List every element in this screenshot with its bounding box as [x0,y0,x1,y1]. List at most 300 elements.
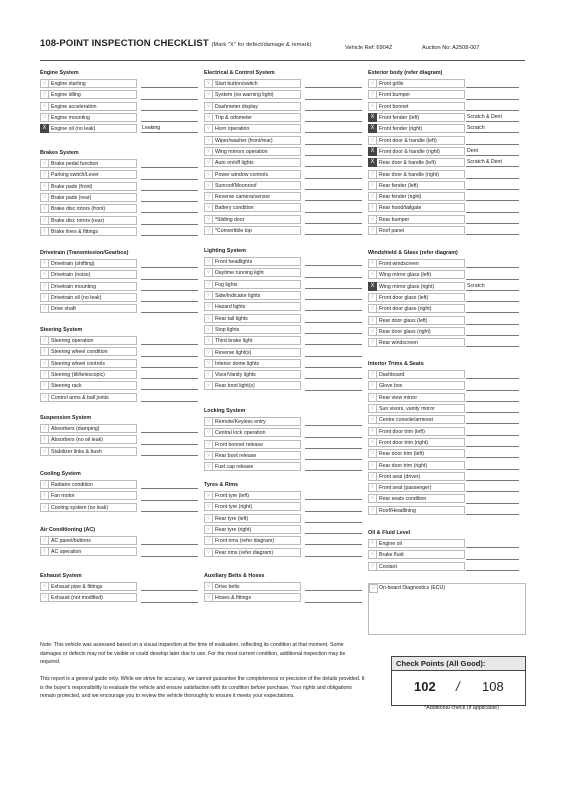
remark-field[interactable] [141,301,198,302]
status-checkbox[interactable]: √ [40,503,49,512]
status-checkbox[interactable]: √ [40,347,49,356]
status-checkbox[interactable]: X [40,124,49,133]
remark-field[interactable] [466,390,519,391]
status-checkbox[interactable]: √ [40,79,49,88]
status-checkbox[interactable]: √ [204,192,213,201]
status-checkbox[interactable]: √ [368,472,377,481]
item-label: Front grille [377,79,465,88]
remark-field[interactable] [466,480,519,481]
section [204,480,364,558]
remark-field[interactable] [141,344,198,345]
status-checkbox[interactable]: √ [368,327,377,336]
remark-field[interactable] [141,401,198,402]
remark-field[interactable] [305,544,362,545]
remark-field[interactable]: Scratch [466,283,519,291]
status-checkbox[interactable]: √ [368,293,377,302]
status-checkbox[interactable]: √ [368,170,377,179]
item-label: Coolant [377,562,465,571]
status-checkbox[interactable]: √ [368,370,377,379]
checklist-row [40,423,200,434]
status-checkbox[interactable]: √ [204,158,213,167]
item-label: Rear tyre (left) [213,514,301,523]
checklist-row [204,101,364,112]
remark-field[interactable] [466,301,519,302]
status-checkbox[interactable]: √ [40,536,49,545]
checklist-row [368,202,526,213]
remark-field[interactable] [141,444,198,445]
checklist-row [40,434,200,445]
checklist-row [40,535,200,546]
section [40,68,200,134]
status-checkbox[interactable]: √ [40,216,49,225]
status-checkbox[interactable]: √ [204,215,213,224]
remark-field[interactable] [305,155,362,156]
obd-checkbox[interactable]: √ [369,584,378,593]
item-label: Radiator condition [49,480,137,489]
status-checkbox[interactable]: √ [368,427,377,436]
remark-field[interactable]: Leaking [141,125,198,133]
item-label: Drivetrain mounting [49,282,137,291]
item-label: Battery condition [213,203,301,212]
status-checkbox[interactable]: √ [368,483,377,492]
status-checkbox[interactable]: √ [40,159,49,168]
status-checkbox[interactable]: √ [368,338,377,347]
status-checkbox[interactable]: √ [204,548,213,557]
status-checkbox[interactable]: √ [204,291,213,300]
status-checkbox[interactable]: √ [40,270,49,279]
status-checkbox[interactable]: √ [204,147,213,156]
remark-field[interactable] [141,455,198,456]
remark-field[interactable] [305,144,362,145]
status-checkbox[interactable]: √ [204,593,213,602]
remark-field[interactable] [466,324,519,325]
remark-field[interactable] [466,435,519,436]
checklist-row [204,312,364,323]
status-checkbox[interactable]: √ [40,170,49,179]
status-checkbox[interactable]: √ [40,90,49,99]
status-checkbox[interactable]: √ [40,359,49,368]
checklist-row [204,225,364,236]
status-checkbox[interactable]: X [368,158,377,167]
checklist-row [204,180,364,191]
status-checkbox[interactable]: √ [204,314,213,323]
section-title: Tyres & Rims [204,482,239,488]
remark-field[interactable] [141,99,198,100]
checklist-row [368,403,526,414]
status-checkbox[interactable]: √ [40,293,49,302]
remark-field[interactable] [141,511,198,512]
remark-field[interactable] [466,514,519,515]
remark-field[interactable] [305,322,362,323]
remark-field[interactable] [305,265,362,266]
status-checkbox[interactable]: √ [368,404,377,413]
item-label: Rear bumper [377,215,465,224]
item-label: Hazard lights [213,302,301,311]
item-label: Horn operation [213,124,301,133]
remark-field[interactable] [305,533,362,534]
remark-field[interactable] [141,167,198,168]
remark-field[interactable] [141,500,198,501]
checklist-row [368,459,526,470]
remark-field[interactable] [305,121,362,122]
item-label: Front seat (passenger) [377,483,465,492]
checklist-row [368,157,526,168]
remark-field[interactable] [305,200,362,201]
status-checkbox[interactable]: √ [204,124,213,133]
status-checkbox[interactable]: √ [204,203,213,212]
obd-placeholder: · [379,597,381,603]
remark-field[interactable] [305,87,362,88]
item-label: Front headlights [213,257,301,266]
status-checkbox[interactable]: √ [204,502,213,511]
item-label: Rear door & handle (left) [377,158,465,167]
checklist-row [368,89,526,100]
remark-field[interactable] [466,423,519,424]
remark-field[interactable] [305,459,362,460]
status-checkbox[interactable]: X [368,147,377,156]
remark-field[interactable] [305,212,362,213]
item-label: Rear door trim (right) [377,461,465,470]
remark-field[interactable] [305,99,362,100]
remark-field[interactable] [466,335,519,336]
remark-field[interactable] [141,356,198,357]
item-label: *Convertible top [213,226,301,235]
remark-field[interactable] [141,290,198,291]
status-checkbox[interactable]: √ [204,226,213,235]
status-checkbox[interactable]: √ [368,506,377,515]
remark-field[interactable] [466,178,519,179]
remark-field[interactable] [141,378,198,379]
section [40,248,200,314]
status-checkbox[interactable]: √ [204,170,213,179]
status-checkbox[interactable]: √ [204,536,213,545]
status-checkbox[interactable]: √ [40,282,49,291]
status-checkbox[interactable]: √ [204,102,213,111]
section [368,248,526,348]
status-checkbox[interactable]: √ [368,270,377,279]
remark-field[interactable] [466,223,519,224]
remark-field[interactable]: Scratch & Dent [466,159,519,167]
remark-field[interactable] [141,279,198,280]
checklist-row [368,549,526,560]
checklist-row [368,448,526,459]
status-checkbox[interactable]: X [368,282,377,291]
remark-field[interactable] [141,432,198,433]
remark-field[interactable] [466,412,519,413]
status-checkbox[interactable]: √ [368,494,377,503]
item-label: Front bumper [377,90,465,99]
remark-field[interactable] [305,344,362,345]
remark-field[interactable] [466,457,519,458]
item-label: Rear tyre (right) [213,525,301,534]
remark-field[interactable] [466,401,519,402]
checklist-row [368,269,526,280]
checklist-row [204,134,364,145]
status-checkbox[interactable]: √ [368,562,377,571]
status-checkbox[interactable]: √ [40,113,49,122]
status-checkbox[interactable]: √ [40,182,49,191]
remark-field[interactable] [466,346,519,347]
status-checkbox[interactable]: √ [204,268,213,277]
remark-field[interactable] [141,544,198,545]
status-checkbox[interactable]: X [368,113,377,122]
remark-field[interactable] [141,179,198,180]
check-points-title: Check Points (All Good): [392,657,525,671]
status-checkbox[interactable]: √ [204,302,213,311]
item-label: Stop lights [213,325,301,334]
item-label: Trip & odometer [213,113,301,122]
status-checkbox[interactable]: √ [204,348,213,357]
status-checkbox[interactable]: √ [40,435,49,444]
remark-field[interactable] [141,367,198,368]
status-checkbox[interactable]: √ [204,514,213,523]
item-label: Centre console/armrest [377,415,465,424]
status-checkbox[interactable]: √ [204,113,213,122]
status-checkbox[interactable]: √ [204,359,213,368]
section-title: Locking System [204,408,246,414]
remark-field[interactable] [466,378,519,379]
remark-field[interactable] [466,491,519,492]
status-checkbox[interactable]: √ [40,480,49,489]
item-label: Third brake light [213,336,301,345]
checklist-row [40,89,200,100]
remark-field[interactable] [141,602,198,603]
remark-field[interactable] [141,190,198,191]
checklist-row [368,326,526,337]
status-checkbox[interactable]: √ [40,259,49,268]
status-checkbox[interactable]: √ [368,215,377,224]
status-checkbox[interactable]: √ [204,370,213,379]
checklist-row [204,335,364,346]
status-checkbox[interactable]: √ [368,102,377,111]
section [40,148,200,237]
remark-field[interactable] [141,312,198,313]
section-title: Drivetrain (Transmission/Gearbox) [40,250,129,256]
item-label: Wing mirrors operation [213,147,301,156]
status-checkbox[interactable]: √ [204,325,213,334]
remark-field[interactable] [305,234,362,235]
remark-field[interactable] [466,267,519,268]
status-checkbox[interactable]: √ [368,539,377,548]
remark-field[interactable] [305,356,362,357]
status-checkbox[interactable]: √ [204,280,213,289]
status-checkbox[interactable]: √ [40,336,49,345]
remark-field[interactable]: Scratch & Dent [466,114,519,122]
status-checkbox[interactable]: √ [40,491,49,500]
remark-field[interactable] [141,235,198,236]
item-label: Brake pedal function [49,159,137,168]
remark-field[interactable] [305,511,362,512]
status-checkbox[interactable]: √ [204,90,213,99]
remark-field[interactable]: Dent [466,148,519,156]
section [40,571,200,604]
status-checkbox[interactable]: √ [204,181,213,190]
remark-field[interactable] [466,570,519,571]
status-checkbox[interactable]: √ [204,491,213,500]
remark-field[interactable] [466,547,519,548]
section-title: Engine System [40,70,79,76]
remark-field[interactable] [466,279,519,280]
status-checkbox[interactable]: √ [368,415,377,424]
status-checkbox[interactable]: √ [204,79,213,88]
remark-field[interactable] [305,367,362,368]
checklist-row [40,303,200,314]
remark-field[interactable] [305,590,362,591]
remark-field[interactable] [305,299,362,300]
remark-field[interactable] [466,87,519,88]
status-checkbox[interactable]: √ [204,440,213,449]
status-checkbox[interactable]: √ [40,393,49,402]
status-checkbox[interactable]: √ [40,102,49,111]
item-label: Front fender (right) [377,124,465,133]
status-checkbox[interactable]: √ [204,257,213,266]
remark-field[interactable] [305,522,362,523]
remark-field[interactable] [141,590,198,591]
status-checkbox[interactable]: √ [40,381,49,390]
remark-field[interactable] [305,499,362,500]
item-label: Rear view mirror [377,393,465,402]
status-checkbox[interactable]: √ [204,582,213,591]
remark-field[interactable] [466,189,519,190]
status-checkbox[interactable]: √ [368,316,377,325]
remark-field[interactable] [141,556,198,557]
remark-field[interactable] [466,312,519,313]
remark-field[interactable] [305,223,362,224]
remark-field[interactable] [141,488,198,489]
remark-field[interactable] [305,132,362,133]
status-checkbox[interactable]: √ [40,593,49,602]
check-points-passed: 102 [414,679,436,694]
checklist-row [204,112,364,123]
remark-field[interactable] [466,559,519,560]
section-title: Electrical & Control System [204,70,275,76]
status-checkbox[interactable]: √ [40,193,49,202]
item-label: Engine idling [49,90,137,99]
item-label: Cooling system (no leak) [49,503,137,512]
status-checkbox[interactable]: √ [368,304,377,313]
status-checkbox[interactable]: X [368,124,377,133]
remark-field[interactable] [305,110,362,111]
checklist-row [40,181,200,192]
remark-field[interactable] [466,446,519,447]
obd-placeholder: · [379,619,381,625]
status-checkbox[interactable]: √ [368,438,377,447]
status-checkbox[interactable]: √ [40,547,49,556]
section [40,525,200,558]
item-label: Front tyre (right) [213,502,301,511]
remark-field[interactable] [305,277,362,278]
remark-field[interactable] [305,178,362,179]
remark-field[interactable] [141,121,198,122]
status-checkbox[interactable]: √ [368,181,377,190]
checklist-row [368,337,526,348]
remark-field[interactable] [141,224,198,225]
status-checkbox[interactable]: √ [40,204,49,213]
remark-field[interactable] [466,200,519,201]
remark-field[interactable] [305,437,362,438]
status-checkbox[interactable]: √ [204,428,213,437]
remark-field[interactable] [466,503,519,504]
check-points-separator: / [456,679,460,694]
status-checkbox[interactable]: √ [368,192,377,201]
checklist-row [204,267,364,278]
remark-field[interactable] [466,144,519,145]
status-checkbox[interactable]: √ [368,461,377,470]
status-checkbox[interactable]: √ [40,424,49,433]
status-checkbox[interactable]: √ [368,259,377,268]
remark-field[interactable] [305,310,362,311]
remark-field[interactable] [305,425,362,426]
item-label: Auto on/off lights [213,158,301,167]
remark-field[interactable] [305,166,362,167]
status-checkbox[interactable]: √ [40,582,49,591]
remark-field[interactable] [466,234,519,235]
status-checkbox[interactable]: √ [204,462,213,471]
checklist-row [40,479,200,490]
status-checkbox[interactable]: √ [204,336,213,345]
remark-field[interactable] [141,87,198,88]
checklist-row [204,324,364,335]
checklist-row [368,471,526,482]
status-checkbox[interactable]: √ [40,304,49,313]
status-checkbox[interactable]: √ [368,136,377,145]
remark-field[interactable] [466,99,519,100]
status-checkbox[interactable]: √ [204,451,213,460]
remark-field[interactable] [466,110,519,111]
remark-field[interactable] [141,212,198,213]
status-checkbox[interactable]: √ [204,381,213,390]
status-checkbox[interactable]: √ [204,525,213,534]
checklist-row [40,269,200,280]
remark-field[interactable] [466,212,519,213]
status-checkbox[interactable]: √ [368,90,377,99]
status-checkbox[interactable]: √ [368,226,377,235]
disclaimer-note: This report is a general guide only. While we strive for accuracy, we cannot guarantee the completeness or precision of the details provided. It is the buyer's responsibility to evaluate the vehicle and ensure satisfaction with its condition before purchase. Your rights and obligations remain protected, and we encourage you to review the vehicle thoroughly to ensure it meets your expectations. [40,676,365,700]
status-checkbox[interactable]: √ [368,449,377,458]
checklist-row [204,191,364,202]
remark-field[interactable] [305,390,362,391]
remark-field[interactable] [305,189,362,190]
status-checkbox[interactable]: √ [368,393,377,402]
remark-field[interactable] [141,389,198,390]
remark-field[interactable] [305,556,362,557]
remark-field[interactable] [305,333,362,334]
status-checkbox[interactable]: √ [368,79,377,88]
remark-field[interactable] [141,110,198,111]
item-label: Engine acceleration [49,102,137,111]
status-checkbox[interactable]: √ [40,447,49,456]
status-checkbox[interactable]: √ [368,381,377,390]
status-checkbox[interactable]: √ [368,203,377,212]
remark-field[interactable] [305,470,362,471]
remark-field[interactable] [466,469,519,470]
remark-field[interactable] [305,448,362,449]
status-checkbox[interactable]: √ [368,550,377,559]
remark-field[interactable] [141,201,198,202]
remark-field[interactable] [305,378,362,379]
status-checkbox[interactable]: √ [40,370,49,379]
status-checkbox[interactable]: √ [40,227,49,236]
remark-field[interactable] [141,267,198,268]
remark-field[interactable] [305,602,362,603]
status-checkbox[interactable]: √ [204,136,213,145]
section-title: Brakes System [40,150,79,156]
remark-field[interactable] [305,288,362,289]
status-checkbox[interactable]: √ [204,417,213,426]
item-label: Brake pads (front) [49,182,137,191]
remark-field[interactable]: Scratch [466,125,519,133]
checklist-row [204,290,364,301]
